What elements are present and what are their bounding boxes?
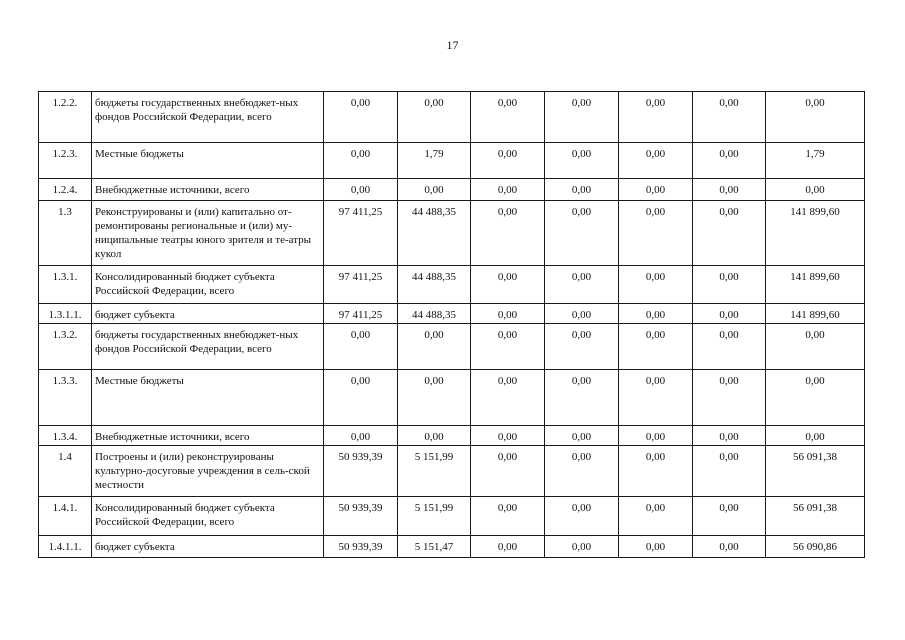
value-cell: 0,00	[693, 266, 766, 304]
table-row	[39, 426, 865, 446]
value-cell: 0,00	[619, 324, 693, 370]
value-cell: 0,00	[471, 201, 545, 266]
row-description: бюджет субъекта	[92, 304, 324, 324]
value-cell: 1,79	[398, 143, 471, 179]
row-number: 1.4	[39, 446, 92, 497]
value-cell: 0,00	[471, 497, 545, 536]
value-cell: 5 151,99	[398, 497, 471, 536]
value-cell: 0,00	[324, 426, 398, 446]
value-cell: 0,00	[398, 92, 471, 143]
table-row	[39, 370, 865, 426]
value-cell: 0,00	[545, 92, 619, 143]
value-cell: 0,00	[619, 266, 693, 304]
row-description: Консолидированный бюджет субъекта Российской Федерации, всего	[92, 497, 324, 536]
table-row	[39, 179, 865, 201]
row-description: Построены и (или) реконструированы культурно-досуговые учреждения в сель-ской местности	[92, 446, 324, 497]
value-cell: 0,00	[398, 426, 471, 446]
value-cell: 97 411,25	[324, 304, 398, 324]
total-cell: 141 899,60	[766, 266, 865, 304]
value-cell: 0,00	[398, 370, 471, 426]
value-cell: 50 939,39	[324, 497, 398, 536]
value-cell: 0,00	[545, 143, 619, 179]
row-number: 1.2.2.	[39, 92, 92, 143]
value-cell: 44 488,35	[398, 201, 471, 266]
total-cell: 1,79	[766, 143, 865, 179]
row-description: Местные бюджеты	[92, 143, 324, 179]
table-row	[39, 446, 865, 497]
row-number: 1.2.4.	[39, 179, 92, 201]
row-number: 1.3.1.	[39, 266, 92, 304]
value-cell: 0,00	[619, 446, 693, 497]
value-cell: 0,00	[324, 370, 398, 426]
value-cell: 0,00	[693, 92, 766, 143]
value-cell: 0,00	[545, 446, 619, 497]
value-cell: 0,00	[619, 497, 693, 536]
value-cell: 0,00	[693, 426, 766, 446]
value-cell: 50 939,39	[324, 536, 398, 558]
value-cell: 0,00	[471, 266, 545, 304]
value-cell: 97 411,25	[324, 201, 398, 266]
value-cell: 0,00	[324, 143, 398, 179]
value-cell: 0,00	[471, 92, 545, 143]
value-cell: 0,00	[545, 426, 619, 446]
value-cell: 5 151,99	[398, 446, 471, 497]
row-description: Внебюджетные источники, всего	[92, 179, 324, 201]
value-cell: 44 488,35	[398, 304, 471, 324]
total-cell: 0,00	[766, 426, 865, 446]
value-cell: 0,00	[398, 324, 471, 370]
value-cell: 0,00	[471, 324, 545, 370]
value-cell: 0,00	[693, 304, 766, 324]
value-cell: 0,00	[545, 497, 619, 536]
value-cell: 0,00	[693, 446, 766, 497]
total-cell: 0,00	[766, 324, 865, 370]
value-cell: 0,00	[324, 92, 398, 143]
value-cell: 0,00	[619, 536, 693, 558]
row-number: 1.4.1.1.	[39, 536, 92, 558]
value-cell: 0,00	[545, 370, 619, 426]
total-cell: 56 091,38	[766, 446, 865, 497]
table-row	[39, 143, 865, 179]
value-cell: 0,00	[545, 201, 619, 266]
value-cell: 0,00	[619, 304, 693, 324]
total-cell: 0,00	[766, 92, 865, 143]
value-cell: 0,00	[471, 446, 545, 497]
value-cell: 0,00	[693, 536, 766, 558]
value-cell: 0,00	[545, 536, 619, 558]
value-cell: 0,00	[324, 179, 398, 201]
value-cell: 5 151,47	[398, 536, 471, 558]
value-cell: 0,00	[545, 304, 619, 324]
table-row	[39, 304, 865, 324]
value-cell: 0,00	[619, 179, 693, 201]
value-cell: 0,00	[693, 497, 766, 536]
value-cell: 0,00	[471, 304, 545, 324]
row-number: 1.3.1.1.	[39, 304, 92, 324]
total-cell: 0,00	[766, 179, 865, 201]
table-row	[39, 536, 865, 558]
table-row	[39, 497, 865, 536]
table-row	[39, 92, 865, 143]
row-number: 1.3	[39, 201, 92, 266]
value-cell: 0,00	[693, 143, 766, 179]
value-cell: 0,00	[619, 426, 693, 446]
value-cell: 50 939,39	[324, 446, 398, 497]
total-cell: 141 899,60	[766, 304, 865, 324]
value-cell: 0,00	[693, 370, 766, 426]
value-cell: 0,00	[471, 536, 545, 558]
row-number: 1.4.1.	[39, 497, 92, 536]
total-cell: 0,00	[766, 370, 865, 426]
row-description: бюджеты государственных внебюджет-ных фондов Российской Федерации, всего	[92, 324, 324, 370]
value-cell: 0,00	[619, 201, 693, 266]
row-description: Местные бюджеты	[92, 370, 324, 426]
value-cell: 0,00	[693, 179, 766, 201]
row-description: бюджеты государственных внебюджет-ных фондов Российской Федерации, всего	[92, 92, 324, 143]
value-cell: 0,00	[545, 324, 619, 370]
value-cell: 0,00	[471, 426, 545, 446]
value-cell: 44 488,35	[398, 266, 471, 304]
row-description: Консолидированный бюджет субъекта Российской Федерации, всего	[92, 266, 324, 304]
value-cell: 0,00	[693, 201, 766, 266]
value-cell: 0,00	[471, 143, 545, 179]
row-number: 1.3.2.	[39, 324, 92, 370]
budget-table	[38, 91, 865, 558]
row-number: 1.2.3.	[39, 143, 92, 179]
value-cell: 0,00	[619, 92, 693, 143]
row-number: 1.3.3.	[39, 370, 92, 426]
row-description: бюджет субъекта	[92, 536, 324, 558]
value-cell: 97 411,25	[324, 266, 398, 304]
table-row	[39, 324, 865, 370]
table-row	[39, 201, 865, 266]
value-cell: 0,00	[619, 370, 693, 426]
value-cell: 0,00	[545, 266, 619, 304]
value-cell: 0,00	[693, 324, 766, 370]
total-cell: 56 090,86	[766, 536, 865, 558]
total-cell: 141 899,60	[766, 201, 865, 266]
row-description: Внебюджетные источники, всего	[92, 426, 324, 446]
value-cell: 0,00	[545, 179, 619, 201]
value-cell: 0,00	[324, 324, 398, 370]
value-cell: 0,00	[619, 143, 693, 179]
value-cell: 0,00	[471, 179, 545, 201]
value-cell: 0,00	[471, 370, 545, 426]
page-number: 17	[446, 38, 459, 52]
value-cell: 0,00	[398, 179, 471, 201]
row-description: Реконструированы и (или) капитально от-ремонтированы региональные и (или) му-ниципальные театры юного зрителя и те-атры кукол	[92, 201, 324, 266]
table-row	[39, 266, 865, 304]
total-cell: 56 091,38	[766, 497, 865, 536]
row-number: 1.3.4.	[39, 426, 92, 446]
